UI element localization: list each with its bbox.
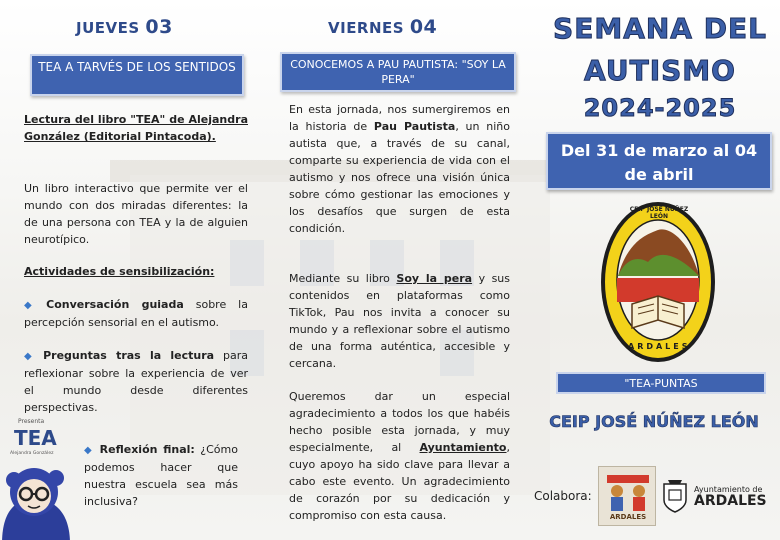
colabora-label: Colabora: xyxy=(534,489,592,503)
tea-puntas-banner: "TEA-PUNTAS xyxy=(556,372,766,394)
activity-3: ◆ Reflexión final: ¿Cómo podemos hacer que nuestra escuela sea más inclusiva? xyxy=(84,443,238,508)
school-logo xyxy=(598,200,718,364)
thursday-banner: TEA A TARVÉS DE LOS SENTIDOS xyxy=(30,54,244,96)
day-heading-thursday: JUEVES 03 xyxy=(76,16,173,38)
logo-bottom-text: ARDALES xyxy=(628,342,691,351)
book-presenter-label: Presenta xyxy=(18,418,45,425)
title-year: 2024-2025 xyxy=(583,94,737,122)
friday-paragraph-1: En esta jornada, nos sumergiremos en la historia de Pau Pautista, un niño autista que, a través de su canal, comparte su experiencia de vida con el autismo y nos ofrece una visión única sobre cómo gestionar las emociones y los desafíos que surgen de esta condición. xyxy=(289,103,510,235)
school-crest-icon xyxy=(598,200,718,364)
friday-paragraph-2: Mediante su libro Soy la pera y sus contenidos en plataformas como TikTok, Pau nos invita a conocer su mundo y a reflexionar sobre el autismo de una forma auténtica, accesible y cercana. xyxy=(289,272,511,370)
friday-paragraph-3: Queremos dar un especial agradecimiento a todos los que habéis hecho posible esta jornada, y muy especialmente, al Ayuntamiento, cuyo apoyo ha sido clave para llevar a cabo este evento. Un agradecimiento de corazón por su dedicación y compromiso con esta causa. xyxy=(289,390,510,522)
sponsor-figures-icon xyxy=(599,467,657,513)
book-author: Alejandra González xyxy=(10,451,54,456)
sponsor-logo xyxy=(598,466,656,526)
activity-2: ◆ Preguntas tras la lectura para reflexionar sobre la experiencia de ver el mundo desde diferentes perspectivas. xyxy=(24,349,248,414)
reading-title: Lectura del libro "TEA" de Alejandra González (Editorial Pintacoda). xyxy=(24,113,248,143)
reading-description: Un libro interactivo que permite ver el mundo con dos miradas diferentes: la de una persona con TEA y la de alguien neurotípico. xyxy=(24,182,248,246)
school-name: CEIP JOSÉ NÚÑEZ LEÓN xyxy=(549,412,759,431)
date-range-box: Del 31 de marzo al 04 de abril xyxy=(546,132,772,190)
ayuntamiento-shield-icon xyxy=(662,478,688,514)
sponsor-label: ARDALES xyxy=(609,513,647,521)
title-line-1: SEMANA DEL xyxy=(553,12,767,45)
book-title: TEA xyxy=(14,426,57,450)
diamond-bullet-icon: ◆ xyxy=(84,445,94,456)
logo-top-text: CEIP JOSÉ NÚÑEZ LEÓN xyxy=(629,206,689,220)
day-heading-friday: VIERNES 04 xyxy=(328,16,438,38)
diamond-bullet-icon: ◆ xyxy=(24,351,38,362)
ayuntamiento-label: Ayuntamiento de ARDALES xyxy=(694,485,767,509)
diamond-bullet-icon: ◆ xyxy=(24,300,41,311)
activities-heading: Actividades de sensibilización: xyxy=(24,265,215,278)
tea-book-cover xyxy=(0,414,74,540)
girl-illustration-icon xyxy=(0,458,74,540)
activity-1: ◆ Conversación guiada sobre la percepción sensorial en el autismo. xyxy=(24,298,248,329)
title-line-2: AUTISMO xyxy=(584,54,736,87)
friday-banner: CONOCEMOS A PAU PAUTISTA: "SOY LA PERA" xyxy=(280,52,516,92)
